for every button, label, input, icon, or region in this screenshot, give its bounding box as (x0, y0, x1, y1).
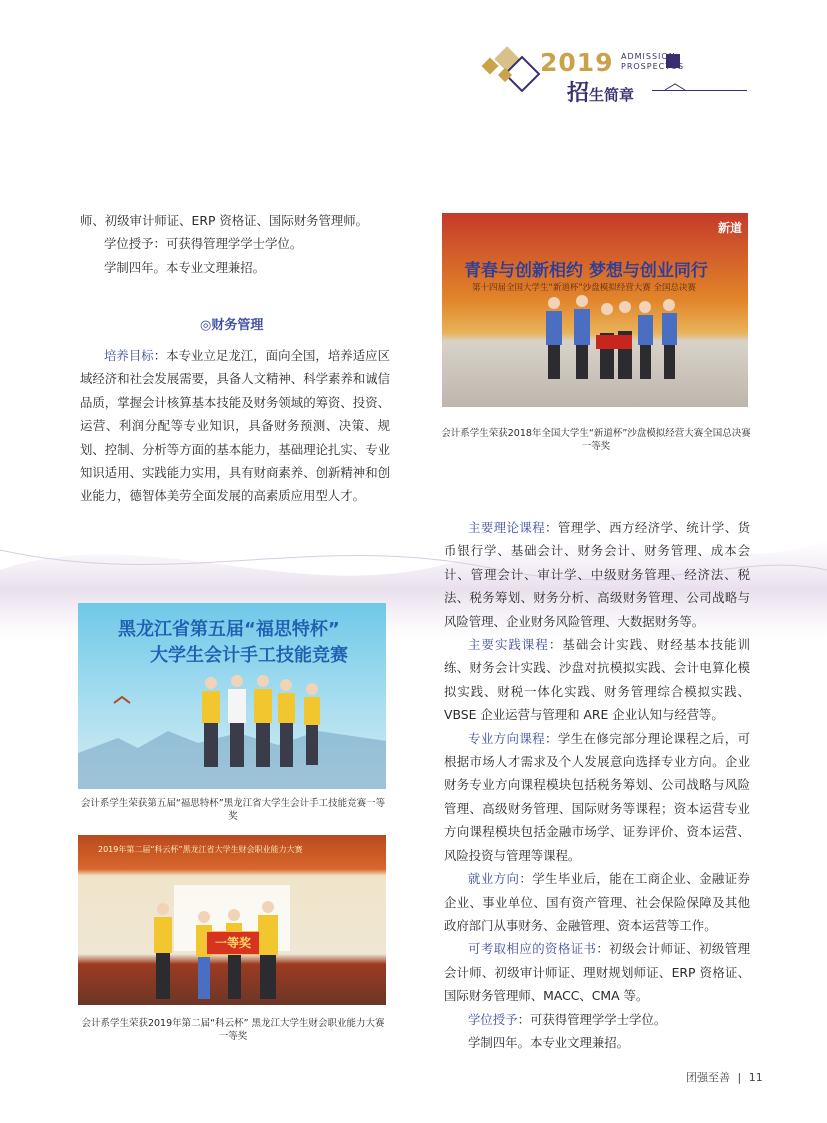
photo2-banner-main: 黑龙江省第五届“福思特杯” (118, 619, 340, 640)
award-photo-3 (78, 835, 386, 1005)
training-goal-paragraph: 培养目标：本专业立足龙江，面向全国，培养适应区域经济和社会发展需要，具备人文精神、科学素养和诚信品质，掌握会计核算基本技能及财务领域的筹资、投资、运营、利润分配等专业知识，具备财务预测、决策、规划、控制、分析等方面的基本能力，基础理论扎实、专业知识适用、实践能力实用，具有财商素养、创新精神和创业能力，德智体美劳全面发展的高素质应用型人才。 (80, 348, 391, 504)
header-rule (652, 90, 747, 91)
photo3-banner: 2019年第二届“科云杯”黑龙江省大学生财会职业能力大赛 (98, 845, 303, 854)
photo3-people (78, 835, 386, 1005)
photo1-caption: 会计系学生荣获2018年全国大学生“新道杯”沙盘模拟经营大赛全国总决赛一等奖 (441, 428, 751, 452)
photo2-people (78, 603, 386, 789)
right-column-text: 主要理论课程：管理学、西方经济学、统计学、货币银行学、基础会计、财务会计、财务管理、成本会计、管理会计、审计学、中级财务管理、经济法、税法、税务筹划、财务分析、高级财务管理、公司战略与风险管理、企业财务风险管理、大数据财务等。 主要实践课程：基础会计实践、财经基本技能训练、财务会计实践、沙盘对抗模拟实践、会计电算化模拟实践、财税一体化实践、财务管理综合模拟实践、VBSE 企业运营与管理和 ARE 企业认知与经营等。 专业方向课程：学生在修完部分理论课程之后，可根据市场人才需求及个人发展意向选择专业方向。企业财务专业方向课程模块包括税务筹划、公司战略与风险管理、高级财务管理、国际财务等课程；资本运营专业方向课程模块包括金融市场学、证券评价、资本运营、风险投资与管理等课程。 就业方向：学生毕业后，能在工商企业、金融证券企业、事业单位、国有资产管理、社会保险保障及其他政府部门从事财务、金融管理、资本运营等工作。 可考取相应的资格证书：初级会计师证、初级管理会计师、初级审计师证、理财规划师证、ERP 资格证、国际财务管理师、MACC、CMA 等。 学位授予：可获得管理学学士学位。 学制四年。本专业文理兼招。 (444, 520, 751, 1050)
footer-separator: | (737, 1071, 742, 1084)
header-english: ADMISSION PROSPECTUS (621, 52, 685, 71)
photo1-banner-sub: 第十四届全国大学生“新道杯”沙盘模拟经营大赛 全国总决赛 (472, 283, 697, 293)
photo1-corner-logo: 新道 (717, 221, 742, 235)
photo3-caption: 会计系学生荣获2019年第二届“科云杯” 黑龙江大学生财会职业能力大赛一等奖 (81, 1018, 385, 1042)
photo2-banner-sub: 大学生会计手工技能竞赛 (150, 645, 348, 666)
header-year: 2019 (540, 48, 614, 77)
footer-motto: 团强至善 (686, 1071, 730, 1084)
photo2-caption: 会计系学生荣获第五届“福思特杯”黑龙江省大学生会计手工技能竞赛一等奖 (80, 798, 386, 822)
award-photo-2 (78, 603, 386, 789)
header-chinese-title: 招生简章 (567, 81, 635, 106)
award-photo-1 (442, 213, 748, 407)
page-number: 11 (748, 1071, 763, 1084)
page-footer (686, 1069, 763, 1085)
left-intro-text: 师、初级审计师证、ERP 资格证、国际财务管理师。 学位授予：可获得管理学学士学位。 学制四年。本专业文理兼招。 (80, 213, 369, 275)
photo1-banner-main: 青春与创新相约 梦想与创业同行 (464, 261, 708, 281)
photo1-people (442, 213, 748, 407)
photo3-award-board: 一等奖 (206, 931, 260, 955)
section-title: ◎财务管理 (200, 318, 264, 333)
